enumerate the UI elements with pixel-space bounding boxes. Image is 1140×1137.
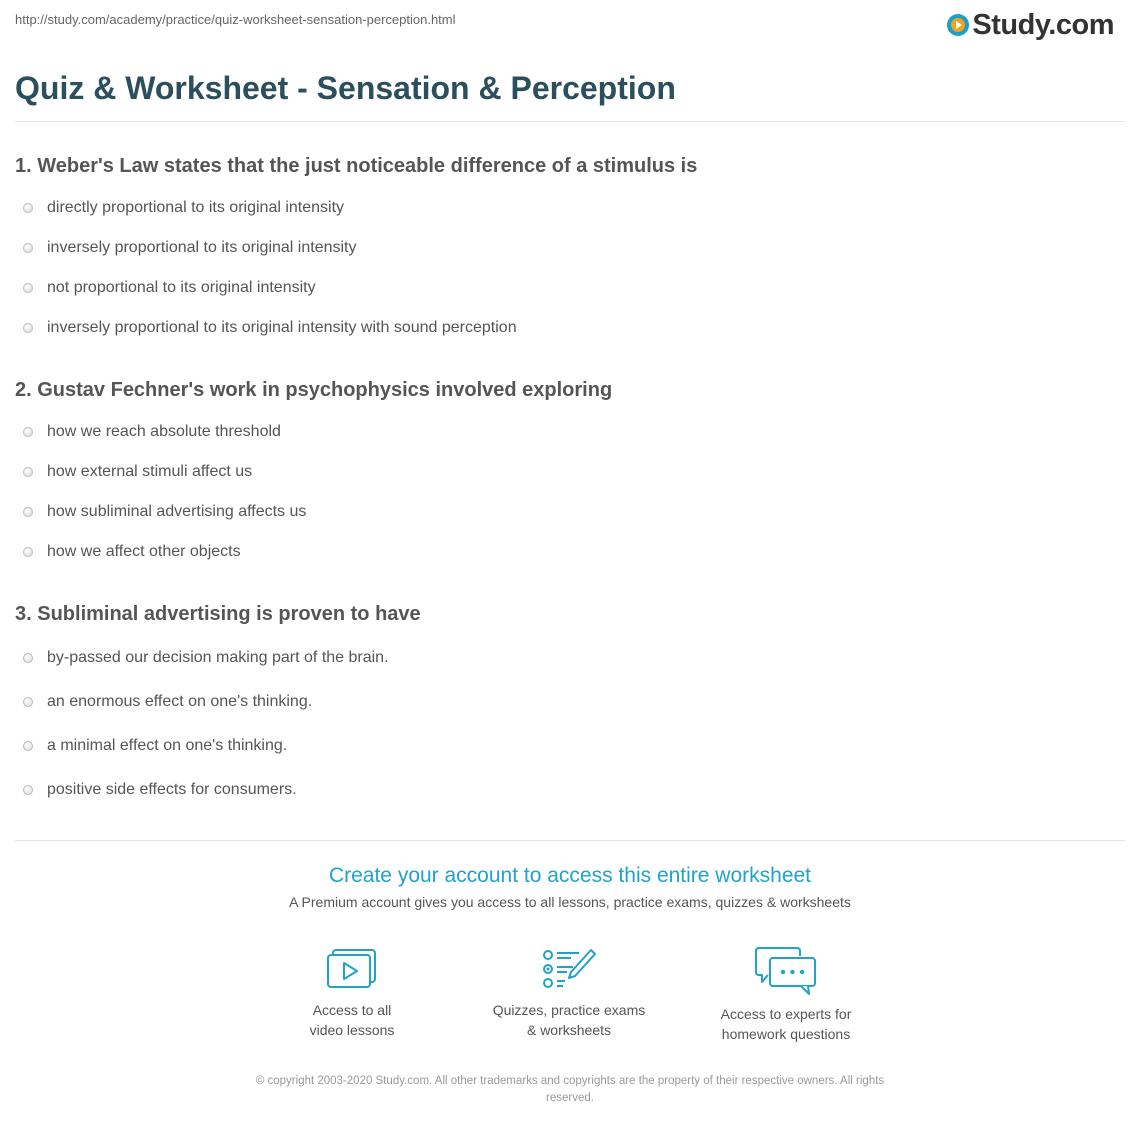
answer-option[interactable] xyxy=(23,318,517,338)
answer-label: how subliminal advertising affects us xyxy=(47,503,307,520)
answer-option[interactable] xyxy=(23,736,287,756)
answer-label: how we reach absolute threshold xyxy=(47,423,281,440)
answer-option[interactable] xyxy=(23,502,306,522)
answer-option[interactable] xyxy=(23,692,312,712)
video-lessons-icon xyxy=(324,946,380,994)
copyright-line: reserved. xyxy=(546,1092,594,1104)
logo-text: Study.com xyxy=(972,8,1114,41)
answer-option[interactable] xyxy=(23,648,389,668)
chat-bubbles-icon xyxy=(753,946,819,998)
feature-line: Quizzes, practice exams xyxy=(492,1002,646,1018)
answer-label: directly proportional to its original intensity xyxy=(47,199,345,216)
section-divider xyxy=(15,840,1125,841)
answer-label: inversely proportional to its original intensity xyxy=(47,239,357,256)
radio-button[interactable] xyxy=(23,547,33,557)
answer-label: how we affect other objects xyxy=(47,543,241,560)
feature-line: Access to experts for xyxy=(720,1006,852,1022)
radio-button[interactable] xyxy=(23,243,33,253)
title-divider xyxy=(15,121,1125,122)
answer-label: positive side effects for consumers. xyxy=(47,781,297,798)
question-1: 1. Weber's Law states that the just noticeable difference of a stimulus is xyxy=(15,155,698,177)
play-logo-icon xyxy=(947,14,969,36)
radio-button[interactable] xyxy=(23,785,33,795)
answer-label: by-passed our decision making part of the brain. xyxy=(47,649,389,666)
question-2: 2. Gustav Fechner's work in psychophysics involved exploring xyxy=(15,379,613,401)
answer-option[interactable] xyxy=(23,542,241,562)
radio-button[interactable] xyxy=(23,283,33,293)
radio-button[interactable] xyxy=(23,427,33,437)
copyright-line: © copyright 2003-2020 Study.com. All other trademarks and copyrights are the property of their respective owners. All rights xyxy=(255,1075,885,1087)
answer-label: a minimal effect on one's thinking. xyxy=(47,737,288,754)
feature-quizzes xyxy=(469,946,669,1040)
answer-option[interactable] xyxy=(23,422,281,442)
feature-line: video lessons xyxy=(309,1022,395,1038)
radio-button[interactable] xyxy=(23,507,33,517)
quiz-checklist-icon xyxy=(539,946,599,994)
feature-line: Access to all xyxy=(312,1002,392,1018)
radio-button[interactable] xyxy=(23,203,33,213)
answer-label: inversely proportional to its original intensity with sound perception xyxy=(47,319,517,336)
answer-option[interactable] xyxy=(23,198,344,218)
page-url: http://study.com/academy/practice/quiz-worksheet-sensation-perception.html xyxy=(15,12,456,27)
feature-line: homework questions xyxy=(721,1026,851,1042)
answer-label: an enormous effect on one's thinking. xyxy=(47,693,313,710)
feature-experts xyxy=(686,946,886,1044)
study-logo[interactable] xyxy=(947,8,1114,42)
radio-button[interactable] xyxy=(23,653,33,663)
create-account-link[interactable]: Create your account to access this entire worksheet xyxy=(328,864,812,887)
feature-video-lessons xyxy=(252,946,452,1040)
radio-button[interactable] xyxy=(23,323,33,333)
answer-option[interactable] xyxy=(23,462,252,482)
answer-label: how external stimuli affect us xyxy=(47,463,253,480)
answer-label: not proportional to its original intensity xyxy=(47,279,316,296)
feature-line: & worksheets xyxy=(526,1022,612,1038)
radio-button[interactable] xyxy=(23,741,33,751)
premium-description: A Premium account gives you access to all lessons, practice exams, quizzes & worksheets xyxy=(289,894,851,910)
answer-option[interactable] xyxy=(23,238,356,258)
radio-button[interactable] xyxy=(23,697,33,707)
answer-option[interactable] xyxy=(23,278,316,298)
page-title: Quiz & Worksheet - Sensation & Perception xyxy=(15,70,676,106)
radio-button[interactable] xyxy=(23,467,33,477)
copyright-notice xyxy=(210,1073,930,1107)
question-3: 3. Subliminal advertising is proven to have xyxy=(15,603,421,625)
answer-option[interactable] xyxy=(23,780,297,800)
